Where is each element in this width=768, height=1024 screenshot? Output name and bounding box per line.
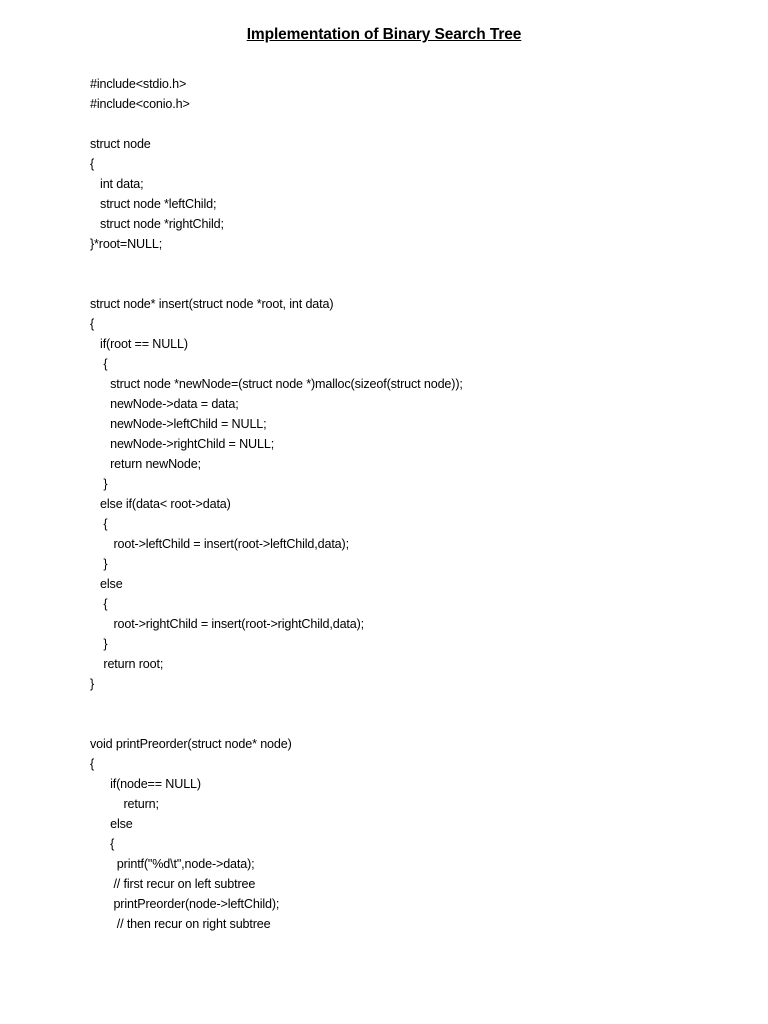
code-line: struct node *rightChild; (90, 217, 224, 231)
code-line: { (90, 757, 95, 771)
code-line: int data; (90, 177, 144, 191)
code-line: } (90, 477, 108, 491)
code-line: printf("%d\t",node->data); (90, 857, 255, 871)
code-line: else (90, 817, 133, 831)
code-line (90, 114, 730, 134)
code-line: root->leftChild = insert(root->leftChild,data); (90, 537, 349, 551)
code-line: newNode->leftChild = NULL; (90, 417, 267, 431)
code-line (90, 694, 730, 714)
code-line: void printPreorder(struct node* node) (90, 737, 292, 751)
code-line (90, 274, 730, 294)
code-line: #include<conio.h> (90, 97, 190, 111)
code-line: } (90, 677, 95, 691)
code-line: { (90, 357, 108, 371)
code-line: { (90, 517, 108, 531)
code-line: } (90, 637, 108, 651)
code-line: if(node== NULL) (90, 777, 201, 791)
code-line: newNode->rightChild = NULL; (90, 437, 275, 451)
code-line: if(root == NULL) (90, 337, 188, 351)
code-block (90, 74, 730, 934)
code-line: else (90, 577, 123, 591)
code-line: { (90, 837, 115, 851)
code-line: }*root=NULL; (90, 237, 163, 251)
code-line: return; (90, 797, 159, 811)
code-line: newNode->data = data; (90, 397, 239, 411)
code-line: root->rightChild = insert(root->rightChild,data); (90, 617, 365, 631)
code-line: { (90, 317, 95, 331)
code-line: // first recur on left subtree (90, 877, 256, 891)
code-line: else if(data< root->data) (90, 497, 231, 511)
code-line: // then recur on right subtree (90, 917, 271, 931)
code-line: return root; (90, 657, 164, 671)
code-line: struct node *leftChild; (90, 197, 217, 211)
code-line: struct node* insert(struct node *root, int data) (90, 297, 334, 311)
code-line: struct node *newNode=(struct node *)malloc(sizeof(struct node)); (90, 377, 463, 391)
code-line: #include<stdio.h> (90, 77, 187, 91)
code-line: } (90, 557, 108, 571)
code-line: struct node (90, 137, 151, 151)
code-line (90, 714, 730, 734)
code-line (90, 254, 730, 274)
code-line: { (90, 157, 95, 171)
code-line: printPreorder(node->leftChild); (90, 897, 280, 911)
code-line: { (90, 597, 108, 611)
document-title: Implementation of Binary Search Tree (246, 26, 522, 43)
code-line: return newNode; (90, 457, 201, 471)
